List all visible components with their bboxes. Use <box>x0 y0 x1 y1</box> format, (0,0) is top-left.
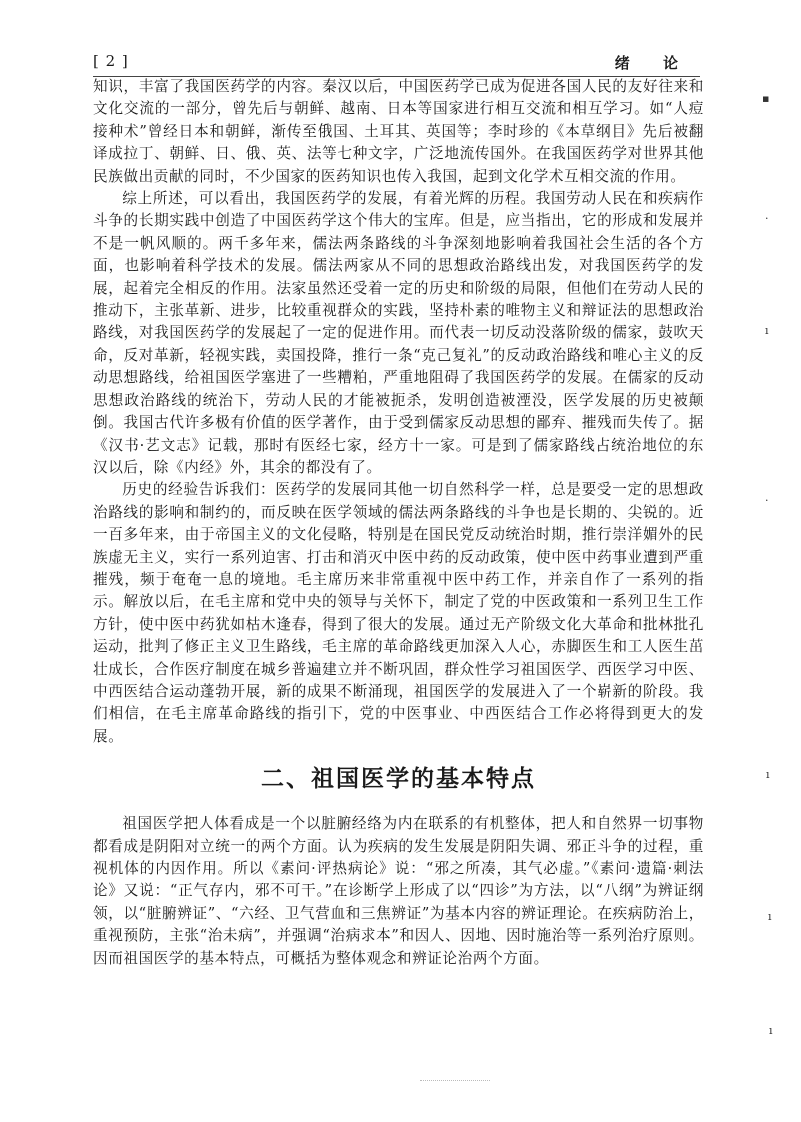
page-number: [ 2 ] <box>93 52 129 70</box>
scan-speck: ı <box>769 1024 773 1037</box>
scan-artifact <box>420 1080 490 1083</box>
paragraph-section-intro: 祖国医学把人体看成是一个以脏腑经络为内在联系的有机整体，把人和自然界一切事物都看成是阴阳对立统一的两个方面。认为疾病的发生发展是阴阳失调、邪正斗争的过程，重视机体的内因作用。所以《素问·评热病论》说：“邪之所凑，其气必虚。”《素问·遗篇·刺法论》又说：“正气存内，邪不可干。”在诊断学上形成了以“四诊”为方法，以“八纲”为辨证纲领，以“脏腑辨证”、“六经、卫气营血和三焦辨证”为基本内容的辨证理论。在疾病防治上，重视预防，主张“治未病”，并强调“治病求本”和因人、因地、因时施治等一系列治疗原则。因而祖国医学的基本特点，可概括为整体观念和辨证论治两个方面。 <box>93 815 704 967</box>
paragraph-continued: 知识，丰富了我国医药学的内容。秦汉以后，中国医药学已成为促进各国人民的友好往来和文化交流的一部分，曾先后与朝鲜、越南、日本等国家进行相互交流和相互学习。如“人痘接种术”曾经日本和朝鲜，渐传至俄国、土耳其、英国等；李时珍的《本草纲目》先后被翻译成拉丁、朝鲜、日、俄、英、法等七种文字，广泛地流传国外。在我国医药学对世界其他民族做出贡献的同时，不少国家的医药知识也传入我国，起到文化学术互相交流的作用。 <box>93 78 704 185</box>
page-body <box>93 76 704 970</box>
paragraph-history-lesson: 历史的经验告诉我们：医药学的发展同其他一切自然科学一样，总是要受一定的思想政治路线的影响和制约的，而反映在医学领域的儒法两条路线的斗争也是长期的、尖锐的。近一百多年来，由于帝国主义的文化侵略，特别是在国民党反动统治时期，推行崇洋媚外的民族虚无主义，实行一系列迫害、打击和消灭中医中药的反动政策，使中医中药事业遭到严重摧残，频于奄奄一息的境地。毛主席历来非常重视中医中药工作，并亲自作了一系列的指示。解放以后，在毛主席和党中央的领导与关怀下，制定了党的中医政策和一系列卫生工作方针，使中医中药犹如枯木逢春，得到了很大的发展。通过无产阶级文化大革命和批林批孔运动，批判了修正主义卫生路线，毛主席的革命路线更加深入人心，赤脚医生和工人医生茁壮成长，合作医疗制度在城乡普遍建立并不断巩固，群众性学习祖国医学、西医学习中医、中西医结合运动蓬勃开展，新的成果不断涌现，祖国医学的发展进入了一个崭新的阶段。我们相信，在毛主席革命路线的指引下，党的中医事业、中西医结合工作必将得到更大的发展。 <box>93 481 704 745</box>
scan-speck: ı <box>765 324 769 337</box>
scan-speck: ı <box>768 910 772 923</box>
page-header <box>93 50 700 77</box>
running-head: 绪 论 <box>614 54 692 72</box>
section-title: 二、祖国医学的基本特点 <box>261 765 536 793</box>
scan-speck: ı <box>766 768 770 781</box>
paragraph-summary: 综上所述，可以看出，我国医药学的发展，有着光辉的历程。我国劳动人民在和疾病作斗争的长期实践中创造了中国医药学这个伟大的宝库。但是，应当指出，它的形成和发展并不是一帆风顺的。两千多年来，儒法两条路线的斗争深刻地影响着我国社会生活的各个方面，也影响着科学技术的发展。儒法两家从不同的思想政治路线出发，对我国医药学的发展，起着完全相反的作用。法家虽然还受着一定的历史和阶级的局限，但他们在劳动人民的推动下，主张革新、进步，比较重视群众的实践，坚持朴素的唯物主义和辩证法的思想政治路线，对我国医药学的发展起了一定的促进作用。而代表一切反动没落阶级的儒家，鼓吹天命，反对革新，轻视实践，卖国投降，推行一条“克己复礼”的反动政治路线和唯心主义的反动思想路线，给祖国医学塞进了一些糟粕，严重地阻碍了我国医药学的发展。在儒家的反动思想政治路线的统治下，劳动人民的才能被扼杀，发明创造被湮没，医学发展的历史被颠倒。我国古代许多极有价值的医学著作，由于受到儒家反动思想的鄙弃、摧残而失传了。据《汉书·艺文志》记载，那时有医经七家，经方十一家。可是到了儒家路线占统治地位的东汉以后，除《内经》外，其余的都没有了。 <box>93 190 704 476</box>
scan-speck: · <box>765 494 769 507</box>
scan-speck: · <box>765 212 769 225</box>
scan-speck: ▪ <box>762 92 770 105</box>
